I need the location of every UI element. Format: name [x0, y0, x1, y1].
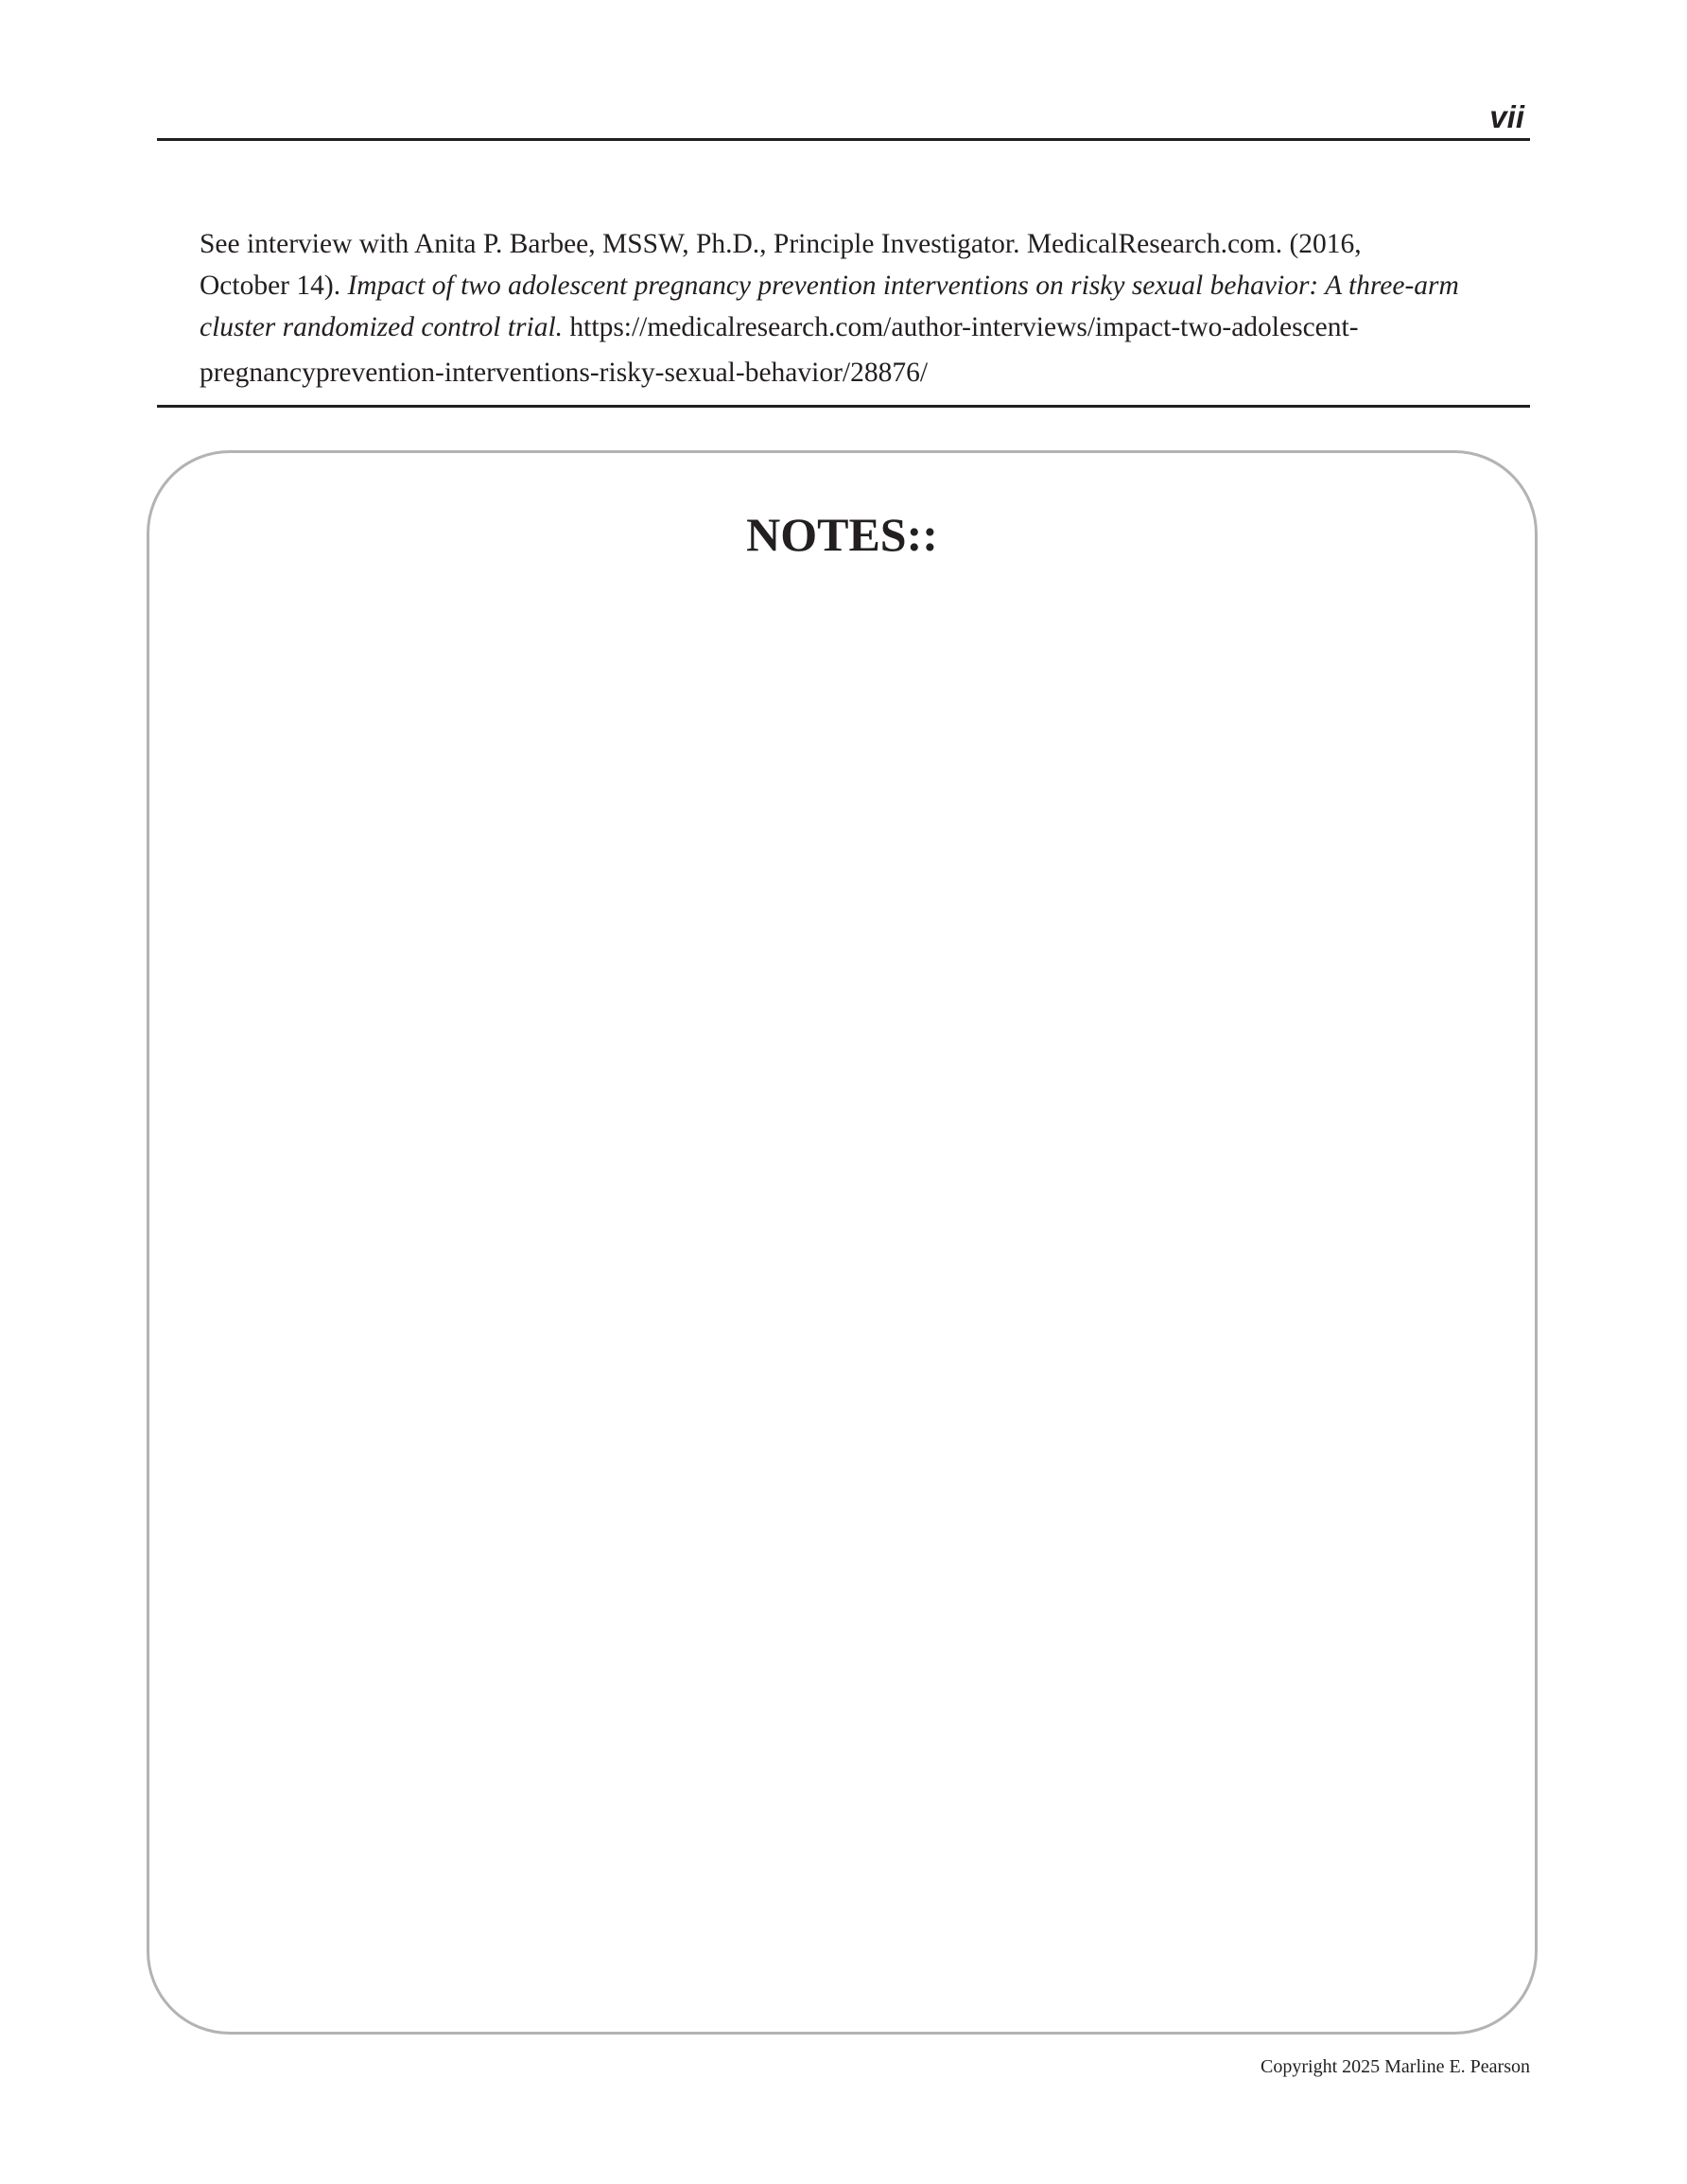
copyright-notice: Copyright 2025 Marline E. Pearson — [1261, 2056, 1530, 2077]
citation-reference — [200, 223, 1523, 393]
header-rule — [157, 138, 1530, 141]
citation-url-part-2: pregnancyprevention-interventions-risky-sexual-behavior/28876/ — [200, 358, 929, 388]
citation-title-part-1: Impact of two adolescent pregnancy prevention interventions on risky sexual behavior: A three-arm — [347, 271, 1459, 301]
page-number: vii — [1489, 99, 1524, 134]
citation-line-2 — [200, 265, 1523, 306]
notes-title: NOTES:: — [746, 508, 938, 561]
citation-title-part-2: cluster randomized control trial. — [200, 312, 564, 342]
citation-url-part-1: https://medicalresearch.com/author-interviews/impact-two-adolescent- — [563, 312, 1359, 342]
citation-date: October 14). — [200, 271, 348, 301]
section-divider — [157, 405, 1530, 408]
notes-box — [147, 450, 1538, 2035]
citation-line-1: See interview with Anita P. Barbee, MSSW, Ph.D., Principle Investigator. MedicalResearch.com. (2016, — [200, 229, 1362, 259]
citation-line-3 — [200, 306, 1523, 348]
